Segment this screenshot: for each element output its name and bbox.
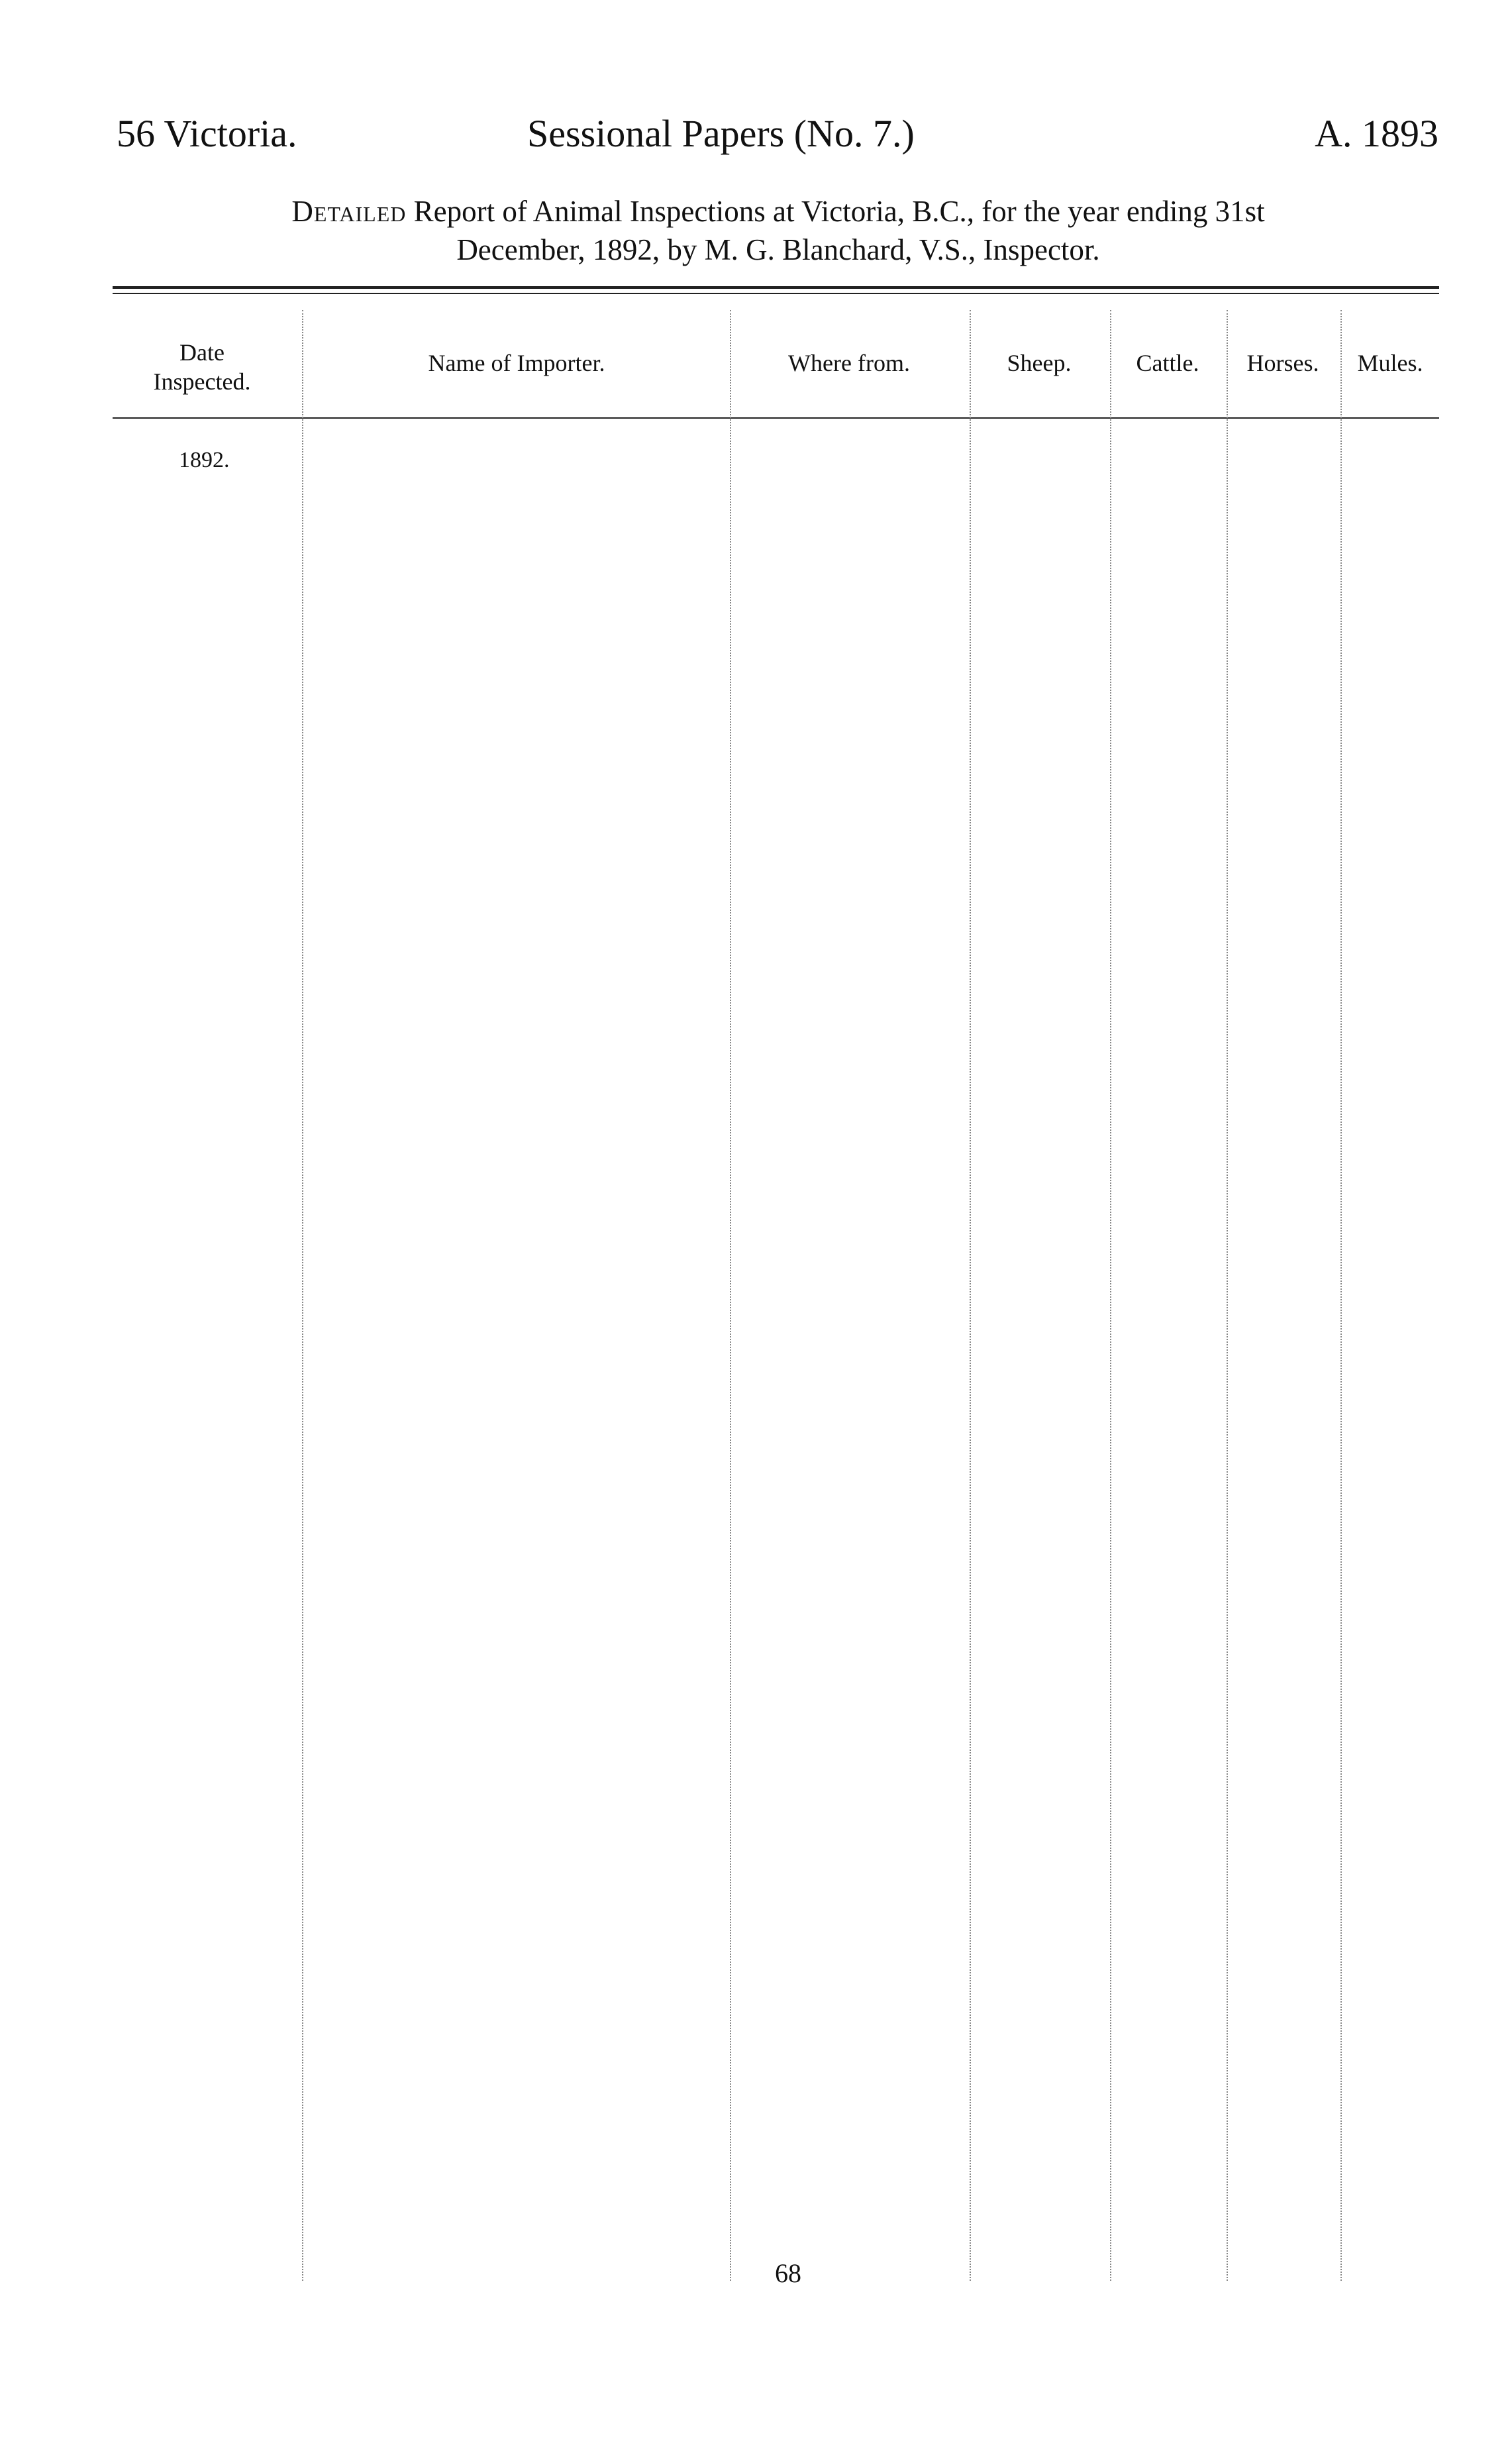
year-label: 1892.	[179, 448, 230, 472]
table-row	[0, 2230, 1512, 2256]
header-session: 56 Victoria.	[117, 112, 297, 155]
page-number: 68	[775, 2258, 801, 2288]
col-header-sheep: Sheep.	[1007, 350, 1072, 376]
table-row	[0, 2044, 1512, 2071]
table-row	[0, 1912, 1512, 1938]
table-row	[0, 1514, 1512, 1541]
top-rule-thin	[113, 293, 1439, 294]
table-row	[0, 481, 1512, 507]
table-row	[0, 2097, 1512, 2124]
table-row	[0, 1223, 1512, 1249]
header-papers: Sessional Papers (No. 7.)	[527, 112, 915, 155]
title-lead: Detailed	[291, 195, 407, 228]
table-row	[0, 1779, 1512, 1806]
table-row	[0, 1620, 1512, 1647]
table-row	[0, 825, 1512, 852]
table-row	[0, 2203, 1512, 2230]
title-line-1: Report of Animal Inspections at Victoria, B.C., for the year ending 31st	[413, 195, 1265, 228]
table-row	[0, 1806, 1512, 1832]
table-row	[0, 1355, 1512, 1382]
table-row	[0, 1435, 1512, 1461]
table-row	[0, 1832, 1512, 1859]
table-row	[0, 2150, 1512, 2177]
col-header-date: Date Inspected.	[153, 339, 251, 395]
table-row	[0, 507, 1512, 534]
table-row	[0, 1249, 1512, 1276]
table-row	[0, 2256, 1512, 2283]
table-row	[0, 1143, 1512, 1170]
col-header-mules: Mules.	[1357, 350, 1423, 376]
table-row	[0, 878, 1512, 905]
table-row	[0, 2018, 1512, 2044]
table-row	[0, 1965, 1512, 1991]
table-row	[0, 1673, 1512, 1700]
table-row	[0, 1567, 1512, 1594]
table-row	[0, 905, 1512, 931]
report-title	[113, 192, 1444, 269]
table-row	[0, 693, 1512, 719]
table-row	[0, 772, 1512, 799]
table-row	[0, 1170, 1512, 1196]
table-row	[0, 1302, 1512, 1329]
table-row	[0, 534, 1512, 560]
top-rule-thick	[113, 286, 1439, 289]
table-row	[0, 958, 1512, 984]
table-row	[0, 1196, 1512, 1223]
table-row	[0, 1461, 1512, 1488]
table-row	[0, 1859, 1512, 1885]
table-row	[0, 1011, 1512, 1037]
table-row	[0, 799, 1512, 825]
table-row	[0, 1938, 1512, 1965]
table-row	[0, 719, 1512, 746]
header-bottom-rule	[113, 417, 1439, 419]
table-row	[0, 1276, 1512, 1302]
table-row	[0, 587, 1512, 613]
table-row	[0, 1991, 1512, 2018]
table-row	[0, 666, 1512, 693]
table-row	[0, 1090, 1512, 1117]
table-row	[0, 560, 1512, 587]
col-header-from: Where from.	[788, 350, 910, 376]
table-row	[0, 1885, 1512, 1912]
header-year: A. 1893	[1315, 112, 1438, 155]
running-header	[117, 111, 1438, 164]
table-row	[0, 1037, 1512, 1064]
table-row	[0, 1488, 1512, 1514]
col-header-importer: Name of Importer.	[428, 350, 605, 376]
table-row	[0, 1064, 1512, 1090]
col-header-cattle: Cattle.	[1136, 350, 1199, 376]
table-row	[0, 2071, 1512, 2097]
table-row	[0, 1647, 1512, 1673]
table-row	[0, 1594, 1512, 1620]
table-row	[0, 1700, 1512, 1726]
table-row	[0, 1382, 1512, 1408]
table-row	[0, 1117, 1512, 1143]
table-row	[0, 613, 1512, 640]
table-row	[0, 746, 1512, 772]
table-row	[0, 1726, 1512, 1753]
table-row	[0, 1753, 1512, 1779]
table-row	[0, 2177, 1512, 2203]
table-row	[0, 852, 1512, 878]
table-row	[0, 1408, 1512, 1435]
table-row	[0, 984, 1512, 1011]
title-line-2: December, 1892, by M. G. Blanchard, V.S., Inspector.	[456, 233, 1100, 266]
table-row	[0, 640, 1512, 666]
table-row	[0, 1541, 1512, 1567]
col-header-horses: Horses.	[1246, 350, 1319, 376]
table-row	[0, 931, 1512, 958]
table-row	[0, 1329, 1512, 1355]
table-row	[0, 2124, 1512, 2150]
